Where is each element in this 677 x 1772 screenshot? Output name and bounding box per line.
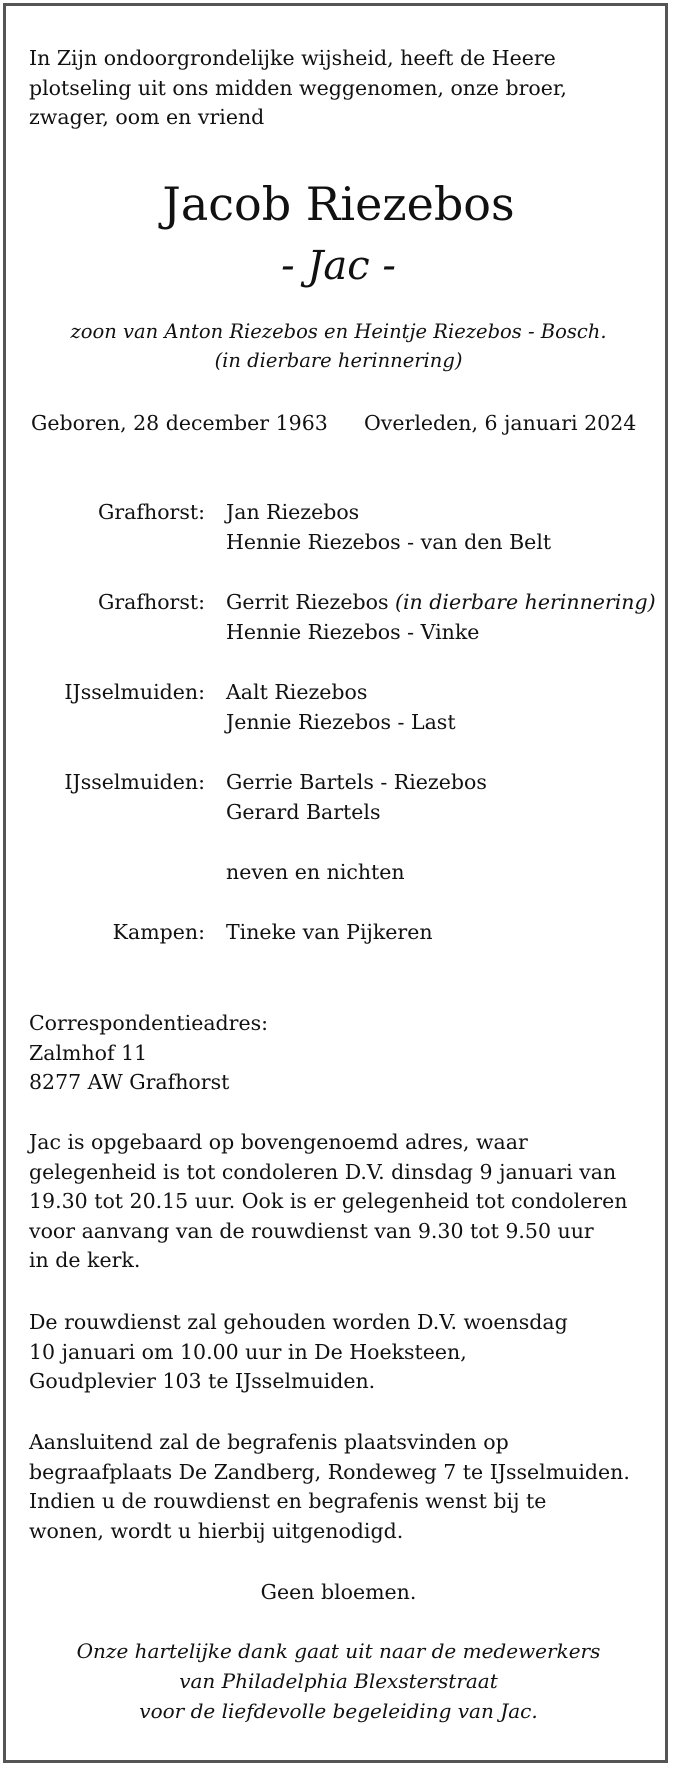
- viewing-info: Jac is opgebaard op bovengenoemd adres, waar gelegenheid is tot condoleren D.V. dinsdag 9 januari van 19.30 tot 20.15 uur. Ook is er gelegenheid tot condoleren voor aanvang van de rouwdienst van 9.30 tot 9.50 uur in de kerk.: [29, 1130, 628, 1272]
- thanks-note: Onze hartelijke dank gaat uit naar de medewerkers van Philadelphia Blexsterstraat voor de liefdevolle begeleiding van Jac.: [76, 1639, 601, 1723]
- family-member: Aalt Riezebos: [226, 680, 368, 704]
- family-member: Gerard Bartels: [226, 800, 381, 824]
- burial-info: Aansluitend zal de begrafenis plaatsvinden op begraafplaats De Zandberg, Rondeweg 7 te IJsselmuiden. Indien u de rouwdienst en begrafenis wenst bij te wonen, wordt u hierbij uitgenodigd.: [29, 1430, 630, 1543]
- family-place: Grafhorst:: [98, 590, 205, 614]
- family-member: Hennie Riezebos - Vinke: [226, 620, 480, 644]
- family-names: [226, 677, 456, 737]
- in-memoriam-note: (in dierbare herinnering): [395, 590, 656, 614]
- family-member: Jennie Riezebos - Last: [226, 710, 456, 734]
- family-place: IJsselmuiden:: [64, 770, 205, 794]
- parents-line: zoon van Anton Riezebos en Heintje Riezebos - Bosch.: [70, 320, 607, 343]
- family-member: Tineke van Pijkeren: [226, 920, 433, 944]
- family-member-name: Gerrit Riezebos: [226, 590, 389, 614]
- family-names: [226, 857, 405, 887]
- intro-text: In Zijn ondoorgrondelijke wijsheid, heeft de Heere plotseling uit ons midden weggenomen, onze broer, zwager, oom en vriend: [29, 46, 567, 129]
- family-member: Jan Riezebos: [226, 500, 360, 524]
- family-names: [226, 587, 656, 647]
- family-member: [226, 587, 656, 617]
- family-names: [226, 917, 433, 947]
- family-place: Kampen:: [112, 920, 205, 944]
- family-member: Hennie Riezebos - van den Belt: [226, 530, 552, 554]
- no-flowers-note: Geen bloemen.: [260, 1580, 417, 1604]
- family-place: IJsselmuiden:: [64, 680, 205, 704]
- family-names: [226, 767, 487, 827]
- family-member: neven en nichten: [226, 860, 405, 884]
- service-info: De rouwdienst zal gehouden worden D.V. woensdag 10 januari om 10.00 uur in De Hoeksteen, Goudplevier 103 te IJsselmuiden.: [29, 1310, 568, 1393]
- death-date: Overleden, 6 januari 2024: [364, 411, 637, 435]
- family-place: Grafhorst:: [98, 500, 205, 524]
- deceased-name: Jacob Riezebos: [162, 177, 515, 231]
- birth-date: Geboren, 28 december 1963: [31, 411, 328, 435]
- correspondence-address: Correspondentieadres: Zalmhof 11 8277 AW Grafhorst: [29, 1011, 269, 1094]
- family-names: [226, 497, 551, 557]
- deceased-nickname: - Jac -: [281, 243, 396, 289]
- parents-note: (in dierbare herinnering): [214, 349, 463, 372]
- family-member: Gerrie Bartels - Riezebos: [226, 770, 487, 794]
